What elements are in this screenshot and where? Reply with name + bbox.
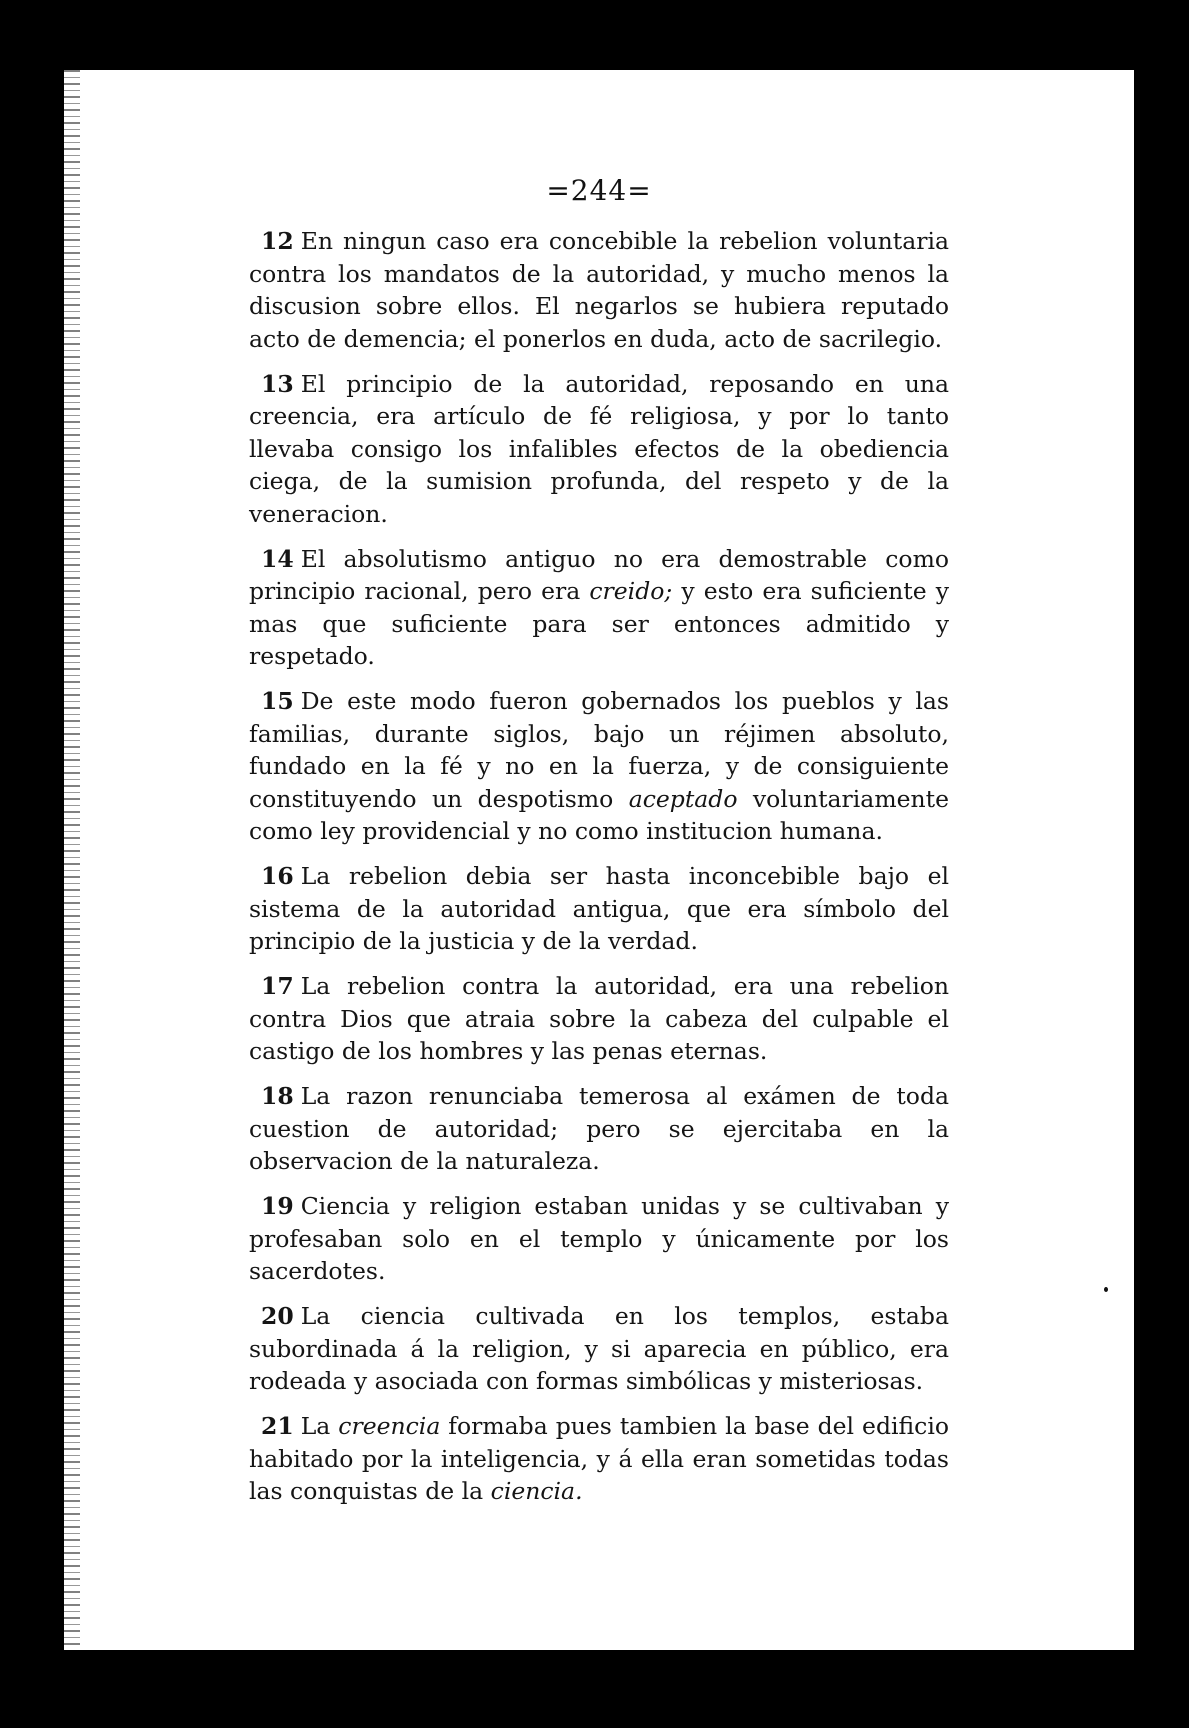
paragraph-text: De este modo fueron gobernados los pueblos y las familias, durante siglos, bajo un réjimen absoluto, fundado en la fé y no en la fuerza, y de consiguiente constituyendo un despotismo xyxy=(249,687,949,813)
paragraph-number: 15 xyxy=(261,687,294,715)
numbered-paragraph xyxy=(249,1190,949,1288)
numbered-paragraph xyxy=(249,860,949,958)
italic-text: creido; xyxy=(589,577,673,605)
paragraph-text: El principio de la autoridad, reposando en una creencia, era artículo de fé religiosa, y por lo tanto llevaba consigo los infalibles efectos de la obediencia ciega, de la sumision profunda, del respeto y de la veneracion. xyxy=(249,369,949,528)
paragraph-number: 16 xyxy=(261,862,294,890)
paragraph-text: y esto era suficiente y mas que suficiente para ser entonces admitido y respetado. xyxy=(249,577,949,670)
numbered-paragraph xyxy=(249,1410,949,1508)
numbered-paragraph xyxy=(249,225,949,355)
ink-speck xyxy=(1104,1287,1108,1292)
paragraph-text: El absolutismo antiguo no era demostrable como principio racional, pero era xyxy=(249,544,949,605)
paragraph-text: La ciencia cultivada en los templos, estaba subordinada á la religion, y si aparecia en público, era rodeada y asociada con formas simbólicas y misteriosas. xyxy=(249,1302,949,1395)
paragraph-number: 19 xyxy=(261,1192,294,1220)
numbered-paragraph xyxy=(249,368,949,531)
paragraph-text: La rebelion contra la autoridad, era una rebelion contra Dios que atraia sobre la cabeza del culpable el castigo de los hombres y las penas eternas. xyxy=(249,972,949,1065)
page-body-text xyxy=(249,225,949,1520)
paragraph-number: 20 xyxy=(261,1302,294,1330)
paragraph-number: 13 xyxy=(261,369,294,398)
paragraph-text: La razon renunciaba temerosa al exámen de toda cuestion de autoridad; pero se ejercitaba en la observacion de la naturaleza. xyxy=(249,1082,949,1175)
numbered-paragraph xyxy=(249,543,949,673)
paragraph-text: En ningun caso era concebible la rebelion voluntaria contra los mandatos de la autoridad, y mucho menos la discusion sobre ellos. El negarlos se hubiera reputado acto de demencia; el ponerlos en duda, acto de sacrilegio. xyxy=(249,227,949,353)
numbered-paragraph xyxy=(249,685,949,848)
paragraph-number: 17 xyxy=(261,972,294,1000)
page-number-header: =244= xyxy=(546,174,652,207)
paragraph-number: 14 xyxy=(261,544,294,573)
numbered-paragraph xyxy=(249,1300,949,1398)
numbered-paragraph xyxy=(249,970,949,1068)
paragraph-number: 12 xyxy=(261,227,294,255)
numbered-paragraph xyxy=(249,1080,949,1178)
paragraph-text: Ciencia y religion estaban unidas y se cultivaban y profesaban solo en el templo y únicamente por los sacerdotes. xyxy=(249,1192,949,1285)
italic-text: creencia xyxy=(338,1412,441,1440)
italic-text: ciencia. xyxy=(490,1477,583,1505)
paragraph-text: formaba pues tambien la base del edificio habitado por la inteligencia, y á ella eran sometidas todas las conquistas de la xyxy=(249,1412,949,1505)
paragraph-number: 18 xyxy=(261,1082,294,1110)
page-gutter-shadow xyxy=(64,70,80,1650)
paragraph-text: La xyxy=(300,1412,339,1440)
italic-text: aceptado xyxy=(628,784,738,813)
paragraph-text: voluntariamente como ley providencial y no como institucion humana. xyxy=(249,784,949,845)
paragraph-number: 21 xyxy=(261,1412,294,1440)
paragraph-text: La rebelion debia ser hasta inconcebible bajo el sistema de la autoridad antigua, que era símbolo del principio de la justicia y de la verdad. xyxy=(249,862,949,955)
book-page xyxy=(64,70,1134,1650)
